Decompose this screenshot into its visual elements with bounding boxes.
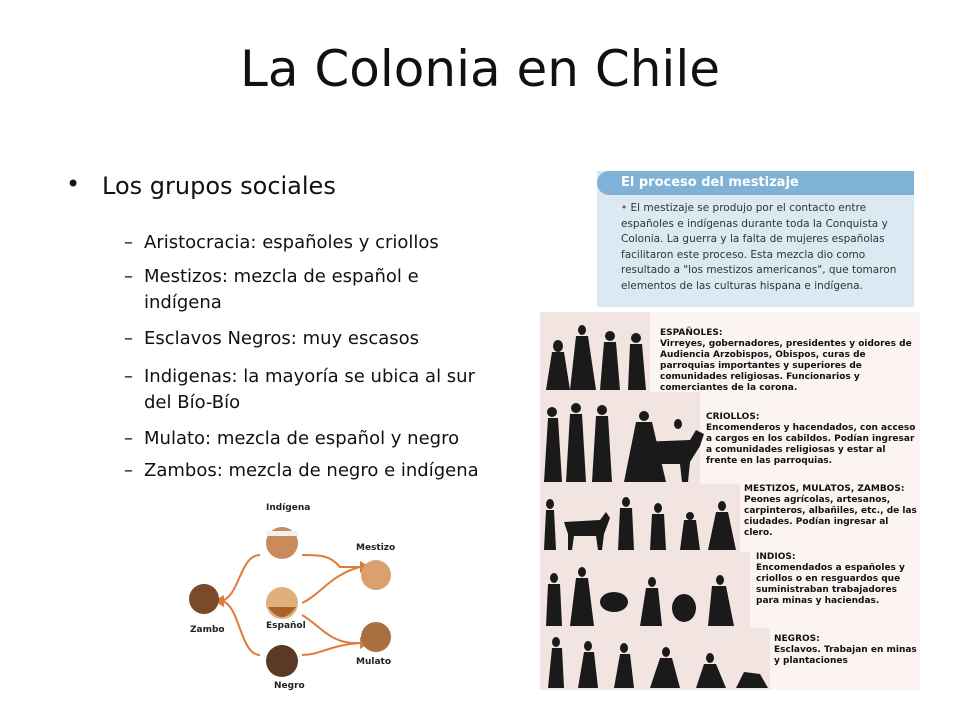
mestizaje-bullet: • — [621, 202, 628, 214]
label-negro: Negro — [274, 681, 305, 691]
sub-text: Mestizos: mezcla de español e indígena — [144, 266, 419, 313]
sub-text: Aristocracia: españoles y criollos — [144, 232, 439, 253]
label-espanol: Español — [266, 621, 306, 631]
sub-text: Mulato: mezcla de español y negro — [144, 428, 460, 449]
row-text: Encomendados a españoles y criollos o en resguardos que suministraban trabajadores para minas y haciendas. — [756, 563, 905, 606]
mestizaje-box — [597, 171, 914, 307]
row-text: Virreyes, gobernadores, presidentes y oidores de Audiencia Arzobispos, Obispos, curas de parroquias importantes y superiores de comunidades religiosas. Funcionarios y comerciantes de la corona. — [660, 339, 912, 393]
pyramid-row-negros — [774, 634, 918, 667]
row-text: Encomenderos y hacendados, con acceso a cargos en los cabildos. Podían ingresar a comunidades religiosas y estar al frente en las parroquias. — [706, 423, 916, 466]
diagram-arrows — [180, 495, 500, 700]
pyramid-row-espanoles — [660, 328, 918, 394]
social-pyramid — [540, 312, 920, 690]
sub-text: Esclavos Negros: muy escasos — [144, 328, 420, 349]
bullet-text: Los grupos sociales — [102, 172, 336, 200]
sub-dash: – — [124, 428, 133, 449]
row-title: CRIOLLOS: — [706, 412, 760, 422]
pyramid-row-criollos — [706, 412, 918, 467]
mulato-face-icon — [361, 622, 391, 652]
mestizaje-heading: El proceso del mestizaje — [597, 171, 914, 195]
row-title: MESTIZOS, MULATOS, ZAMBOS: — [744, 484, 905, 494]
row-text: Esclavos. Trabajan en minas y plantaciones — [774, 645, 917, 666]
row-title: ESPAÑOLES: — [660, 328, 723, 338]
negro-face-icon — [266, 645, 298, 677]
pyramid-row-mestizos — [744, 484, 918, 539]
label-mulato: Mulato — [356, 657, 392, 667]
sub-dash: – — [124, 266, 133, 287]
mestizo-face-icon — [361, 560, 391, 590]
pyramid-row-indios — [756, 552, 918, 607]
slide-title: La Colonia en Chile — [240, 40, 720, 98]
bullet-marker: • — [66, 170, 81, 198]
sub-dash: – — [124, 232, 133, 253]
sub-text: Indigenas: la mayoría se ubica al sur del Bío-Bío — [144, 366, 475, 413]
sub-dash: – — [124, 366, 133, 387]
sub-dash: – — [124, 328, 133, 349]
label-zambo: Zambo — [190, 625, 225, 635]
row-text: Peones agrícolas, artesanos, carpinteros, albañiles, etc., de las ciudades. Podían ingresar al clero. — [744, 495, 917, 538]
zambo-face-icon — [189, 584, 219, 614]
sub-dash: – — [124, 460, 133, 481]
mestizaje-body — [621, 201, 909, 294]
label-indigena: Indígena — [266, 503, 311, 513]
sub-text: Zambos: mezcla de negro e indígena — [144, 460, 479, 481]
mixing-diagram — [180, 495, 500, 700]
row-title: INDIOS: — [756, 552, 796, 562]
row-title: NEGROS: — [774, 634, 820, 644]
label-mestizo: Mestizo — [356, 543, 396, 553]
mestizaje-text: El mestizaje se produjo por el contacto entre españoles e indígenas durante toda la Conquista y Colonia. La guerra y la falta de mujeres españolas facilitaron este proceso. Esta mezcla dio como resultado a "los mestizos americanos", que tomaron elementos de las culturas hispana e indígena. — [621, 202, 897, 292]
